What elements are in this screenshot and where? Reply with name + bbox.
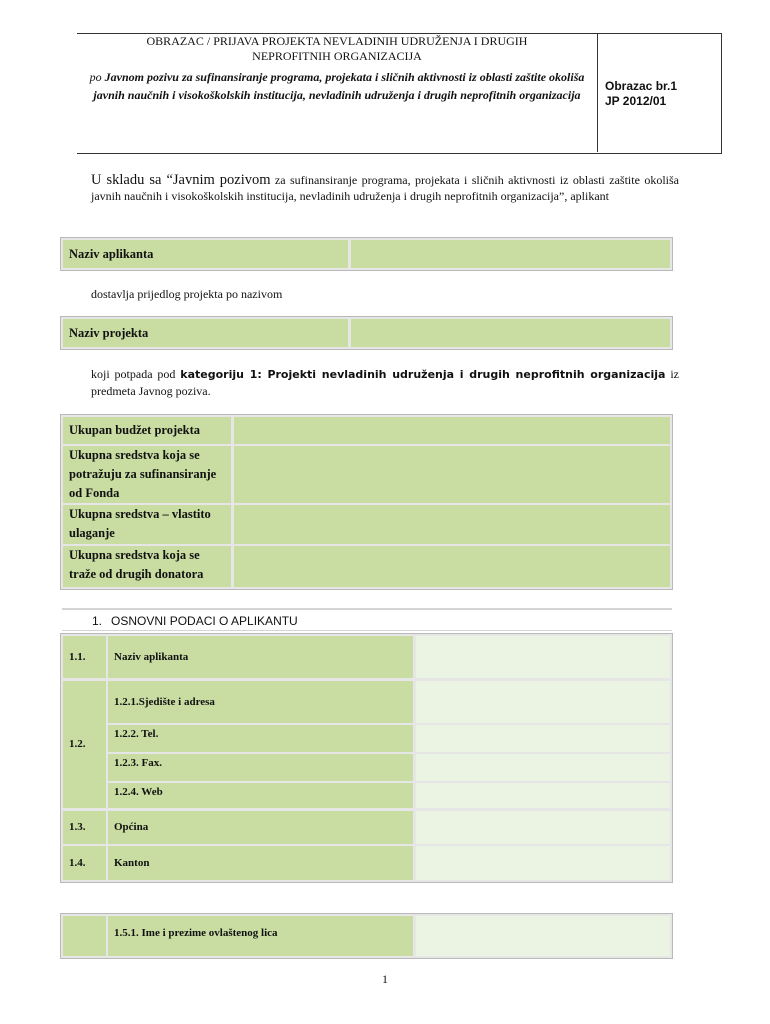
project-name-label-cell — [63, 319, 348, 347]
row-1-2-2-label-cell — [108, 725, 413, 752]
row-1-3-number-cell — [63, 811, 106, 844]
row-1-3-number: 1.3. — [69, 821, 86, 833]
row-1-1-label-cell — [108, 636, 413, 678]
row-1-5-1-label-cell — [108, 916, 413, 956]
applicant-name-label-cell — [63, 240, 348, 268]
applicant-name-label: Naziv aplikanta — [69, 247, 154, 261]
section-1-number: 1. — [92, 614, 103, 628]
category-name: kategoriju 1: Projekti nevladinih udruženja i drugih neprofitnih organizacija — [180, 368, 666, 381]
row-1-2-3-label-cell — [108, 754, 413, 781]
category-after: iz predmeta Javnog poziva. — [91, 367, 679, 398]
row-1-3-label-cell — [108, 811, 413, 844]
row-1-1-label: Naziv aplikanta — [114, 651, 189, 663]
budget-fund-label: Ukupna sredstva koja se potražuju za sufinansiranje od Fonda — [69, 448, 217, 500]
page-number: 1 — [382, 972, 388, 986]
project-name-field[interactable] — [351, 319, 670, 347]
intro-paragraph — [91, 172, 679, 204]
budget-total-field[interactable] — [234, 417, 670, 444]
applicant-name-detail-field[interactable] — [416, 636, 670, 678]
municipality-field[interactable] — [416, 811, 670, 844]
budget-own-label-cell — [63, 505, 231, 544]
section-1-heading — [92, 614, 298, 628]
budget-donors-label-cell — [63, 546, 231, 587]
row-1-2-3-label: 1.2.3. Fax. — [114, 757, 162, 769]
row-1-4-number-cell — [63, 846, 106, 880]
budget-total-label: Ukupan budžet projekta — [69, 423, 201, 437]
budget-fund-label-cell — [63, 446, 231, 503]
budget-fund-field[interactable] — [234, 446, 670, 503]
row-1-2-4-label-cell — [108, 783, 413, 808]
budget-total-label-cell — [63, 417, 231, 444]
intro-text: za sufinansiranje programa, projekata i sličnih aktivnosti iz oblasti zaštite okoliša javnih naučnih i visokoškolskih institucija, nevladinih udruženja i drugih neprofitnih organizacija”, aplikant — [91, 173, 679, 203]
row-1-2-1-label-cell — [108, 681, 413, 723]
row-1-4-label: Kanton — [114, 857, 150, 869]
subtitle-text: Javnom pozivu za sufinansiranje programa, projekata i sličnih aktivnosti iz oblasti zaštite okoliša javnih naučnih i visokoškolskih institucija, nevladinih udruženja i drugih neprofitnih organizacija — [93, 70, 585, 102]
row-1-1-number-cell — [63, 636, 106, 678]
row-1-2-number: 1.2. — [69, 738, 86, 750]
form-subtitle — [79, 69, 595, 104]
form-code-number: Obrazac br.1 — [605, 79, 678, 93]
category-paragraph — [91, 366, 679, 399]
row-1-5-number-cell — [63, 916, 106, 956]
canton-field[interactable] — [416, 846, 670, 880]
phone-field[interactable] — [416, 725, 670, 752]
form-title — [79, 34, 595, 64]
category-before: koji potpada pod — [91, 367, 181, 381]
section-1-title: OSNOVNI PODACI O APLIKANTU — [111, 614, 298, 628]
form-code — [605, 79, 715, 109]
budget-table — [60, 414, 673, 590]
row-1-2-4-label: 1.2.4. Web — [114, 786, 163, 798]
row-1-2-1-label: 1.2.1.Sjedište i adresa — [114, 696, 215, 708]
deliver-text: dostavlja prijedlog projekta po nazivom — [91, 287, 283, 301]
applicant-details-table — [60, 633, 673, 883]
address-field[interactable] — [416, 681, 670, 723]
row-1-2-number-cell — [63, 681, 106, 808]
row-1-4-number: 1.4. — [69, 857, 86, 869]
project-name-label: Naziv projekta — [69, 326, 149, 340]
row-1-5-1-label: 1.5.1. Ime i prezime ovlaštenog lica — [114, 927, 278, 939]
section-rule-top — [62, 608, 672, 610]
budget-own-field[interactable] — [234, 505, 670, 544]
intro-lead: U skladu sa “Javnim pozivom — [91, 172, 271, 188]
row-1-3-label: Općina — [114, 821, 149, 833]
applicant-name-table — [60, 237, 673, 271]
subtitle-lead: po — [89, 70, 105, 84]
form-title-line2: NEPROFITNIH ORGANIZACIJA — [252, 49, 422, 63]
project-name-table — [60, 316, 673, 350]
authorized-person-table — [60, 913, 673, 959]
row-1-4-label-cell — [108, 846, 413, 880]
budget-own-label: Ukupna sredstva – vlastito ulaganje — [69, 507, 211, 540]
section-rule-bottom — [62, 630, 672, 631]
form-title-line1: OBRAZAC / PRIJAVA PROJEKTA NEVLADINIH UDRUŽENJA I DRUGIH — [146, 34, 528, 48]
applicant-name-field[interactable] — [351, 240, 670, 268]
header-divider — [597, 33, 598, 152]
fax-field[interactable] — [416, 754, 670, 781]
row-1-2-2-label: 1.2.2. Tel. — [114, 728, 159, 740]
form-code-ref: JP 2012/01 — [605, 94, 667, 108]
row-1-1-number: 1.1. — [69, 651, 86, 663]
authorized-person-field[interactable] — [416, 916, 670, 956]
budget-donors-field[interactable] — [234, 546, 670, 587]
budget-donors-label: Ukupna sredstva koja se traže od drugih donatora — [69, 548, 204, 581]
web-field[interactable] — [416, 783, 670, 808]
